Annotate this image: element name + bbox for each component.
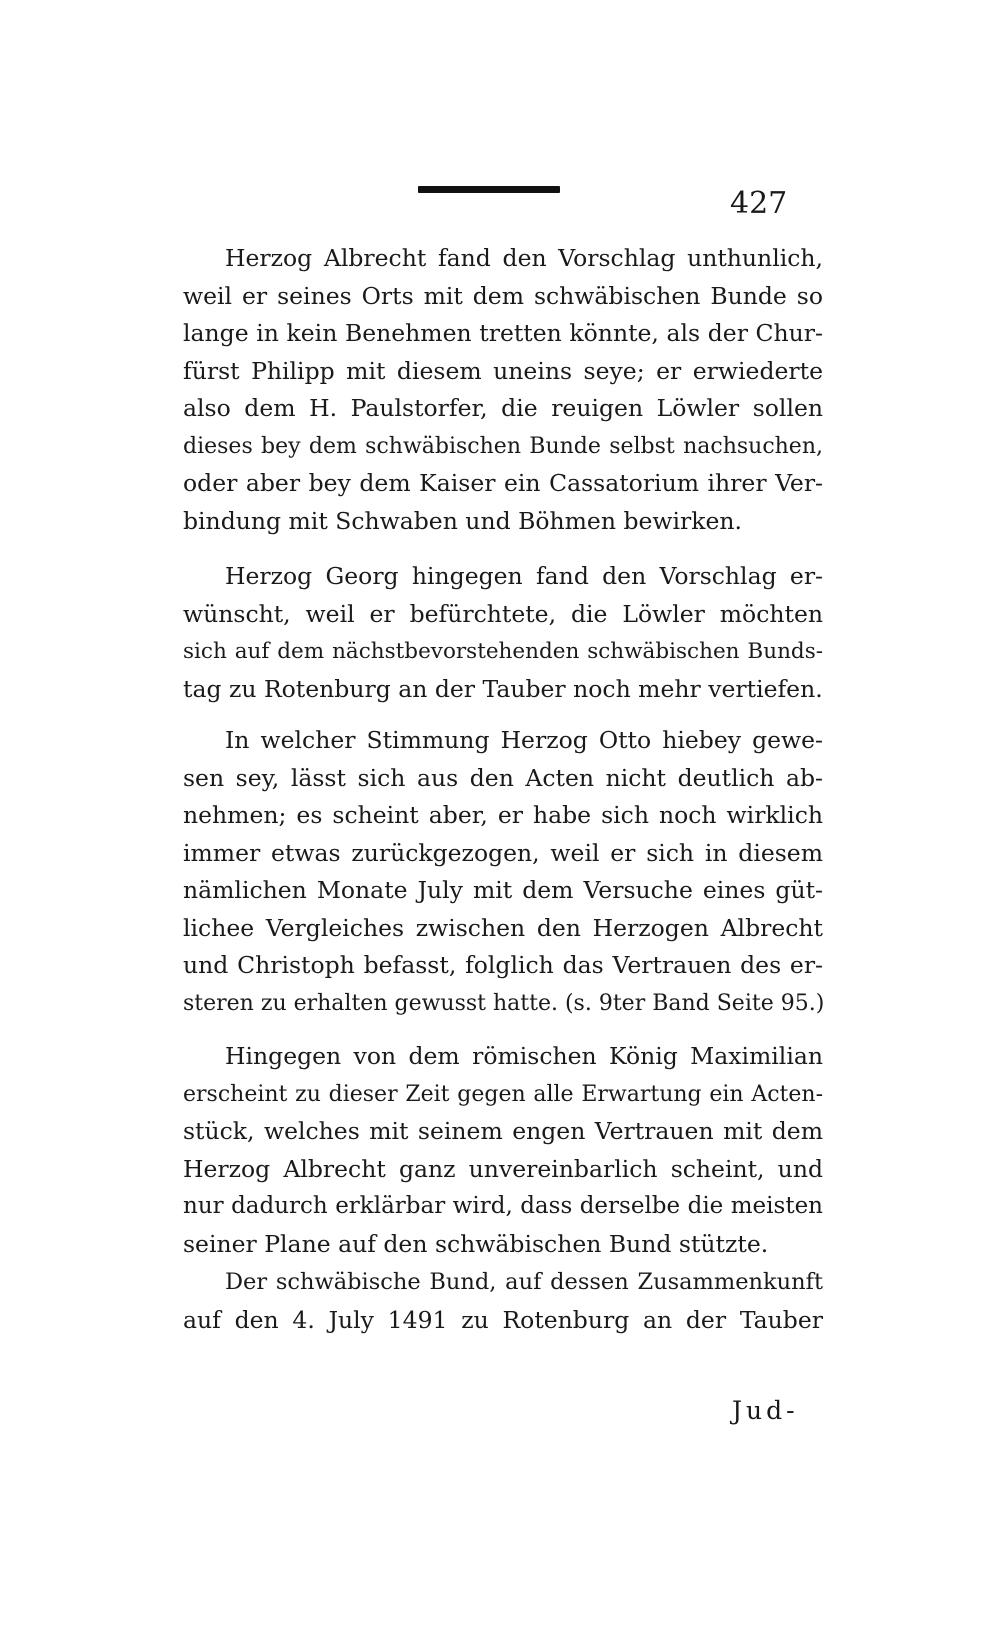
text-line: auf den 4. July 1491 zu Rotenburg an der Tauber bbox=[183, 1305, 823, 1334]
text-line: Der schwäbische Bund, auf dessen Zusammenkunft bbox=[225, 1269, 823, 1295]
text-line: steren zu erhalten gewusst hatte. (s. 9ter Band Seite 95.) bbox=[183, 990, 825, 1016]
paragraph-3 bbox=[183, 722, 823, 1022]
text-line: wünscht, weil er befürchtete, die Löwler möchten bbox=[183, 599, 823, 628]
text-line: nämlichen Monate July mit dem Versuche eines güt- bbox=[183, 876, 823, 904]
text-line: fürst Philipp mit diesem uneins seye; er erwiederte bbox=[183, 356, 823, 385]
paragraph-2 bbox=[183, 558, 823, 708]
text-line: weil er seines Orts mit dem schwäbischen Bunde so bbox=[183, 281, 823, 310]
text-line: bindung mit Schwaben und Böhmen bewirken. bbox=[183, 506, 743, 535]
header-rule bbox=[418, 186, 560, 193]
paragraph-5 bbox=[183, 1264, 823, 1339]
paragraph-1 bbox=[183, 240, 823, 540]
text-line: seiner Plane auf den schwäbischen Bund stützte. bbox=[183, 1229, 769, 1258]
text-line: In welcher Stimmung Herzog Otto hiebey gewe- bbox=[225, 726, 823, 754]
text-line: erscheint zu dieser Zeit gegen alle Erwartung ein Acten- bbox=[183, 1081, 823, 1107]
catchword: Jud- bbox=[732, 1396, 799, 1425]
text-line: sich auf dem nächstbevorstehenden schwäbischen Bunds- bbox=[183, 639, 823, 664]
text-line: dieses bey dem schwäbischen Bunde selbst nachsuchen, bbox=[183, 433, 823, 459]
text-line: Herzog Albrecht ganz unvereinbarlich scheint, und bbox=[183, 1154, 823, 1183]
text-line: stück, welches mit seinem engen Vertrauen mit dem bbox=[183, 1117, 823, 1145]
paragraph-4 bbox=[183, 1038, 823, 1263]
text-line: und Christoph befasst, folglich das Vertrauen des er- bbox=[183, 951, 823, 979]
text-line: nur dadurch erklärbar wird, dass derselbe die meisten bbox=[183, 1193, 823, 1219]
text-line: Hingegen von dem römischen König Maximilian bbox=[225, 1042, 823, 1070]
text-line: Herzog Georg hingegen fand den Vorschlag er- bbox=[225, 562, 823, 590]
text-line: also dem H. Paulstorfer, die reuigen Löwler sollen bbox=[183, 394, 823, 422]
text-line: sen sey, lässt sich aus den Acten nicht deutlich ab- bbox=[183, 763, 823, 792]
text-line: immer etwas zurückgezogen, weil er sich in diesem bbox=[183, 838, 823, 867]
text-line: lichee Vergleiches zwischen den Herzogen Albrecht bbox=[183, 913, 823, 942]
text-line: nehmen; es scheint aber, er habe sich noch wirklich bbox=[183, 801, 823, 829]
text-line: Herzog Albrecht fand den Vorschlag unthunlich, bbox=[225, 244, 823, 272]
text-line: oder aber bey dem Kaiser ein Cassatorium ihrer Ver- bbox=[183, 469, 823, 497]
text-line: lange in kein Benehmen tretten könnte, als der Chur- bbox=[183, 319, 823, 347]
page-number: 427 bbox=[730, 186, 788, 221]
text-line: tag zu Rotenburg an der Tauber noch mehr vertiefen. bbox=[183, 674, 823, 703]
